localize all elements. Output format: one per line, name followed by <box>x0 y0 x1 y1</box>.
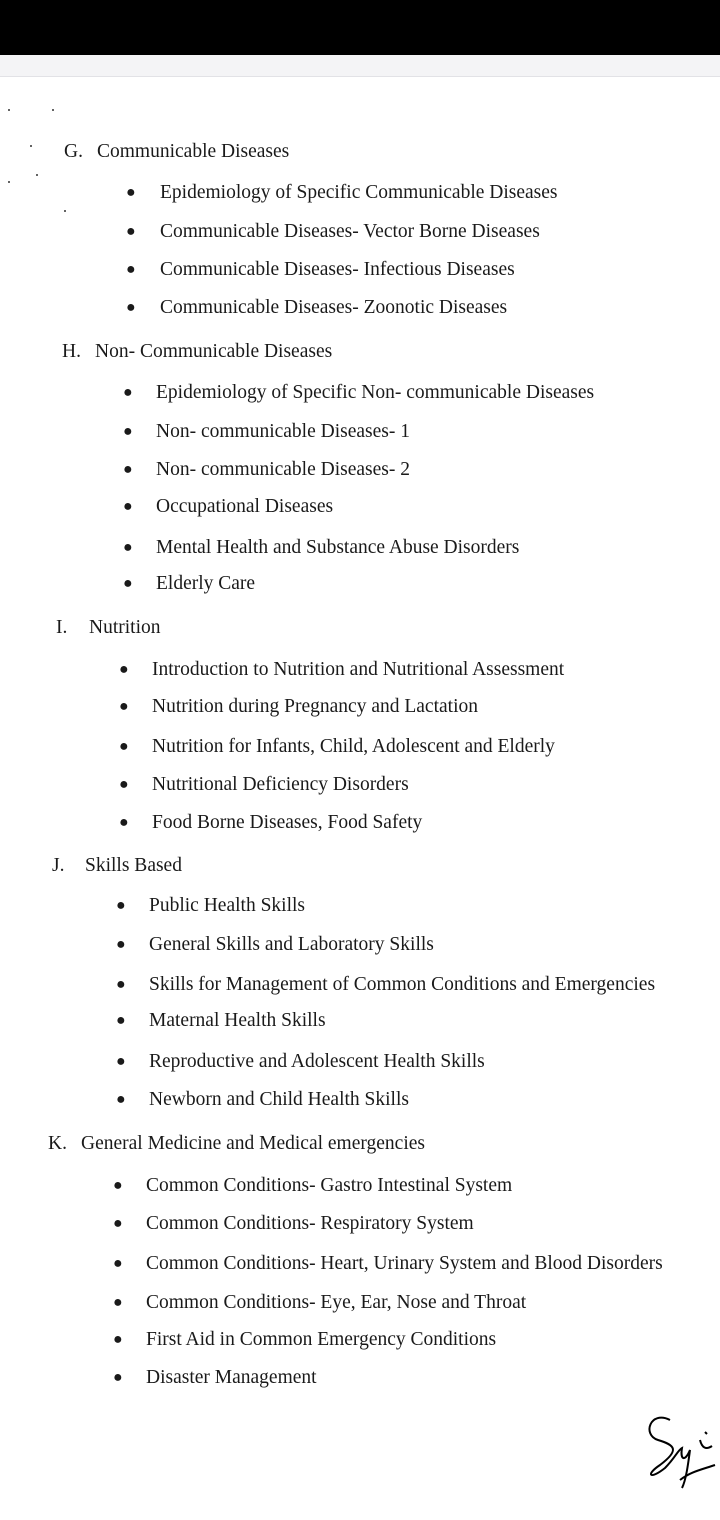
bullet-icon: ● <box>116 936 126 953</box>
list-item: Elderly Care <box>156 573 256 594</box>
section-heading <box>48 1132 425 1156</box>
list-item: Disaster Management <box>146 1367 317 1388</box>
bullet-icon: ● <box>126 299 136 316</box>
bullet-icon: ● <box>123 384 133 401</box>
bullet-icon: ● <box>116 1053 126 1070</box>
list-item: Mental Health and Substance Abuse Disorders <box>156 537 520 558</box>
list-item: Reproductive and Adolescent Health Skills <box>149 1051 485 1072</box>
section-title: Communicable Diseases <box>97 141 290 162</box>
section-label: H. <box>62 341 81 362</box>
bullet-icon: ● <box>119 738 129 755</box>
bullet-icon: ● <box>113 1215 123 1232</box>
section-title: Nutrition <box>89 617 161 638</box>
list-item: Communicable Diseases- Infectious Diseases <box>160 259 515 280</box>
list-item: Nutritional Deficiency Disorders <box>152 774 409 795</box>
list-item: Epidemiology of Specific Communicable Diseases <box>160 182 558 203</box>
bullet-icon: ● <box>113 1177 123 1194</box>
list-item: General Skills and Laboratory Skills <box>149 934 434 955</box>
list-item: Food Borne Diseases, Food Safety <box>152 812 423 833</box>
list-item: Common Conditions- Respiratory System <box>146 1213 474 1234</box>
list-item: Nutrition for Infants, Child, Adolescent and Elderly <box>152 736 555 757</box>
section-title: Non- Communicable Diseases <box>95 341 333 362</box>
section-heading <box>62 340 332 364</box>
status-bar <box>0 0 720 55</box>
bullet-icon: ● <box>123 498 133 515</box>
section-title: General Medicine and Medical emergencies <box>81 1133 425 1154</box>
section-heading <box>52 854 182 878</box>
list-item: Epidemiology of Specific Non- communicable Diseases <box>156 382 595 403</box>
bullet-icon: ● <box>119 698 129 715</box>
section-label: G. <box>64 141 83 162</box>
list-item: Maternal Health Skills <box>149 1010 326 1031</box>
list-item: Introduction to Nutrition and Nutritional Assessment <box>152 659 565 680</box>
bullet-icon: ● <box>119 814 129 831</box>
bullet-icon: ● <box>113 1294 123 1311</box>
list-item: Communicable Diseases- Vector Borne Diseases <box>160 221 540 242</box>
section-label: K. <box>48 1133 67 1154</box>
bullet-icon: ● <box>113 1255 123 1272</box>
bullet-icon: ● <box>123 461 133 478</box>
section-label: J. <box>52 855 65 876</box>
list-item: Common Conditions- Gastro Intestinal System <box>146 1175 513 1196</box>
bullet-icon: ● <box>116 897 126 914</box>
bullet-icon: ● <box>126 261 136 278</box>
bullet-icon: ● <box>119 661 129 678</box>
list-item: First Aid in Common Emergency Conditions <box>146 1329 497 1350</box>
bullet-icon: ● <box>126 223 136 240</box>
list-item: Public Health Skills <box>149 895 305 916</box>
section-heading <box>64 140 289 164</box>
bullet-icon: ● <box>123 539 133 556</box>
list-item: Communicable Diseases- Zoonotic Diseases <box>160 297 508 318</box>
list-item: Common Conditions- Heart, Urinary System and Blood Disorders <box>146 1253 663 1274</box>
bullet-icon: ● <box>123 575 133 592</box>
signature-image <box>640 1410 720 1490</box>
bullet-icon: ● <box>113 1331 123 1348</box>
section-heading <box>56 616 161 640</box>
list-item: Newborn and Child Health Skills <box>149 1089 409 1110</box>
list-item: Non- communicable Diseases- 1 <box>156 421 410 442</box>
bullet-icon: ● <box>119 776 129 793</box>
list-item: Occupational Diseases <box>156 496 334 517</box>
list-item: Skills for Management of Common Conditions and Emergencies <box>149 974 656 995</box>
list-item: Nutrition during Pregnancy and Lactation <box>152 696 478 717</box>
section-title: Skills Based <box>85 855 182 876</box>
bullet-icon: ● <box>116 1012 126 1029</box>
list-item: Non- communicable Diseases- 2 <box>156 459 410 480</box>
list-item: Common Conditions- Eye, Ear, Nose and Throat <box>146 1292 527 1313</box>
section-label: I. <box>56 617 68 638</box>
viewer-toolbar <box>0 55 720 77</box>
bullet-icon: ● <box>123 423 133 440</box>
bullet-icon: ● <box>113 1369 123 1386</box>
bullet-icon: ● <box>116 976 126 993</box>
bullet-icon: ● <box>116 1091 126 1108</box>
bullet-icon: ● <box>126 184 136 201</box>
